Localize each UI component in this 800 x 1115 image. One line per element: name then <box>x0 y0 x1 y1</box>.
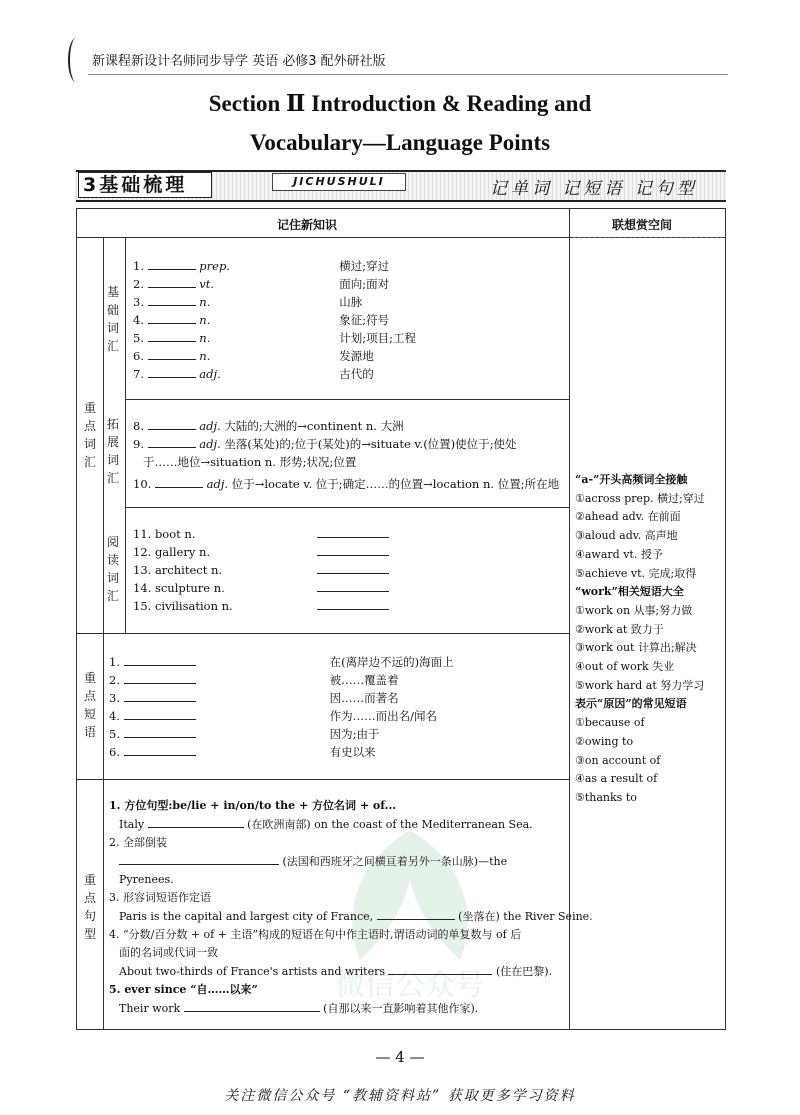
phrase-sentence-divider <box>77 779 569 780</box>
note-item: ③aloud adv. 高声地 <box>575 529 678 543</box>
list-item: 5. n. 计划;项目;工程 <box>133 331 417 345</box>
list-item: 2. vt. 面向;面对 <box>133 277 390 291</box>
list-item: 14. sculpture n. <box>133 579 389 597</box>
list-item-continued: 于……地位→situation n. 形势;状况;位置 <box>143 455 357 469</box>
footer-note: 关注微信公众号 “教辅资料站” 获取更多学习资料 <box>224 1088 576 1104</box>
answer-blank[interactable] <box>148 329 196 342</box>
banner-subheading: 记单词 记短语 记句型 <box>490 179 698 199</box>
list-item: 9. adj. 坐落(某处)的;位于(某处)的→situate v.(位置)使位于;使处 <box>133 437 517 451</box>
answer-blank[interactable] <box>317 597 389 610</box>
answer-blank[interactable] <box>148 311 196 324</box>
answer-blank[interactable] <box>124 689 196 702</box>
note-item: ①work on 从事;努力做 <box>575 603 693 617</box>
association-notes <box>575 471 725 808</box>
side-top-rule <box>573 237 723 238</box>
sentence-example: Their work (自那以来一直影响着其他作家). <box>109 999 561 1018</box>
answer-blank[interactable] <box>148 293 196 306</box>
note-item: ⑤work hard at 努力学习 <box>575 678 705 692</box>
note-item: ⑤thanks to <box>575 790 637 804</box>
note-heading: 表示“原因”的常见短语 <box>575 697 687 711</box>
banner-pinyin: JICHUSHULI <box>272 173 406 191</box>
answer-blank[interactable] <box>148 435 196 448</box>
table-header-side: 联想赏空间 <box>612 218 673 232</box>
sentence-title-continued: 面的名词或代词一致 <box>119 946 218 959</box>
note-item: ④award vt. 授予 <box>575 547 663 561</box>
label-key-sentences: 重点句型 <box>83 873 96 941</box>
answer-blank[interactable] <box>124 725 196 738</box>
list-item: 6. n. 发源地 <box>133 349 374 363</box>
note-item: ④out of work 失业 <box>575 660 675 674</box>
answer-blank[interactable] <box>148 815 244 828</box>
sentence-example-continued: Pyrenees. <box>119 873 174 886</box>
answer-blank[interactable] <box>124 743 196 756</box>
note-item: ②owing to <box>575 734 634 748</box>
list-item: 13. architect n. <box>133 561 389 579</box>
note-item: ②work at 致力于 <box>575 622 664 636</box>
label-reading-vocab: 阅读词汇 <box>106 535 119 603</box>
note-item: ①across prep. 横过;穿过 <box>575 491 705 505</box>
section-title-line-2: Vocabulary—Language Points <box>249 130 551 155</box>
basic-ext-divider <box>125 399 569 400</box>
header-bracket-mark <box>68 38 84 82</box>
list-item: 10. adj. 位于→locate v. 位于;确定……的位置→location n. 位置;所在地 <box>133 477 560 491</box>
answer-blank[interactable] <box>317 561 389 574</box>
note-item: ⑤achieve vt. 完成;取得 <box>575 566 697 580</box>
section-title-line-1: Section Ⅱ Introduction & Reading and <box>208 91 592 116</box>
sentence-title: 1. 方位句型:be/lie + in/on/to the + 方位名词 + of... <box>109 799 397 812</box>
list-item: 15. civilisation n. <box>133 597 389 615</box>
sentence-example: (法国和西班牙之间横亘着另外一条山脉)—the <box>109 852 561 871</box>
extended-vocab-list <box>133 417 559 493</box>
list-item: 7. adj. 古代的 <box>133 367 374 381</box>
list-item: 6. 有史以来 <box>109 745 376 759</box>
answer-blank[interactable] <box>317 579 389 592</box>
banner-heading: 3基础梳理 <box>78 172 212 198</box>
list-item: 11. boot n. <box>133 525 389 543</box>
answer-blank[interactable] <box>119 852 279 865</box>
sentence-title: 4. “分数/百分数 + of + 主语”构成的短语在句中作主语时,谓语动词的单复数与 of 后 <box>109 928 522 941</box>
sentence-patterns <box>109 797 593 1018</box>
note-heading: “work”相关短语大全 <box>575 585 684 599</box>
page-number: — 4 — <box>375 1048 425 1066</box>
sentence-example: Paris is the capital and largest city of France, (坐落在) the River Seine. <box>109 907 561 926</box>
sentence-example: About two-thirds of France's artists and writers (住在巴黎). <box>109 962 561 981</box>
answer-blank[interactable] <box>124 671 196 684</box>
table-header-main: 记住新知识 <box>277 218 338 232</box>
list-item: 3. n. 山脉 <box>133 295 363 309</box>
answer-blank[interactable] <box>148 347 196 360</box>
list-item: 1. prep. 横过;穿过 <box>133 259 390 273</box>
running-header: 新课程新设计名师同步导学 英语 必修3 配外研社版 <box>92 54 386 69</box>
note-item: ④as a result of <box>575 772 658 786</box>
answer-blank[interactable] <box>155 475 203 488</box>
answer-blank[interactable] <box>388 962 492 975</box>
answer-blank[interactable] <box>317 543 389 556</box>
watermark-text: 微信公众号 <box>335 968 485 1003</box>
list-item: 8. adj. 大陆的;大洲的→continent n. 大洲 <box>133 419 404 433</box>
sentence-example: Italy (在欧洲南部) on the coast of the Mediterranean Sea. <box>109 815 561 834</box>
list-item: 2. 被……覆盖着 <box>109 673 399 687</box>
note-item: ③work out 计算出;解决 <box>575 641 697 655</box>
answer-blank[interactable] <box>184 999 320 1012</box>
list-item: 4. n. 象征;符号 <box>133 313 390 327</box>
knowledge-table <box>76 208 726 1030</box>
list-item: 1. 在(离岸边不远的)海面上 <box>109 655 454 669</box>
sentence-title: 5. ever since “自……以来” <box>109 983 258 996</box>
ext-read-divider <box>125 507 569 508</box>
answer-blank[interactable] <box>148 275 196 288</box>
vocab-phrase-divider <box>77 633 569 634</box>
reading-vocab-list <box>133 525 389 615</box>
phrase-list <box>109 653 454 761</box>
answer-blank[interactable] <box>148 365 196 378</box>
note-item: ③on account of <box>575 753 661 767</box>
label-basic-vocab: 基础词汇 <box>106 285 119 353</box>
list-item: 12. gallery n. <box>133 543 389 561</box>
answer-blank[interactable] <box>148 257 196 270</box>
header-rule <box>88 74 728 75</box>
sentence-title: 3. 形容词短语作定语 <box>109 891 211 904</box>
list-item: 5. 因为;由于 <box>109 727 380 741</box>
sublabel-column-divider <box>125 237 126 633</box>
note-item: ①because of <box>575 716 645 730</box>
note-item: ②ahead adv. 在前面 <box>575 510 681 524</box>
sentence-title: 2. 全部倒装 <box>109 836 167 849</box>
answer-blank[interactable] <box>124 707 196 720</box>
list-item: 4. 作为……而出名/闻名 <box>109 709 438 723</box>
answer-blank[interactable] <box>148 417 196 430</box>
answer-blank[interactable] <box>317 525 389 538</box>
list-item: 3. 因……而著名 <box>109 691 399 705</box>
label-key-vocab: 重点词汇 <box>83 401 96 469</box>
answer-blank[interactable] <box>124 653 196 666</box>
note-heading: “a-”开头高频词全接触 <box>575 473 688 486</box>
label-key-phrases: 重点短语 <box>83 671 96 739</box>
answer-blank[interactable] <box>377 907 455 920</box>
column-divider <box>569 209 570 1029</box>
basic-vocab-list <box>133 257 416 383</box>
label-extended-vocab: 拓展词汇 <box>106 417 119 485</box>
